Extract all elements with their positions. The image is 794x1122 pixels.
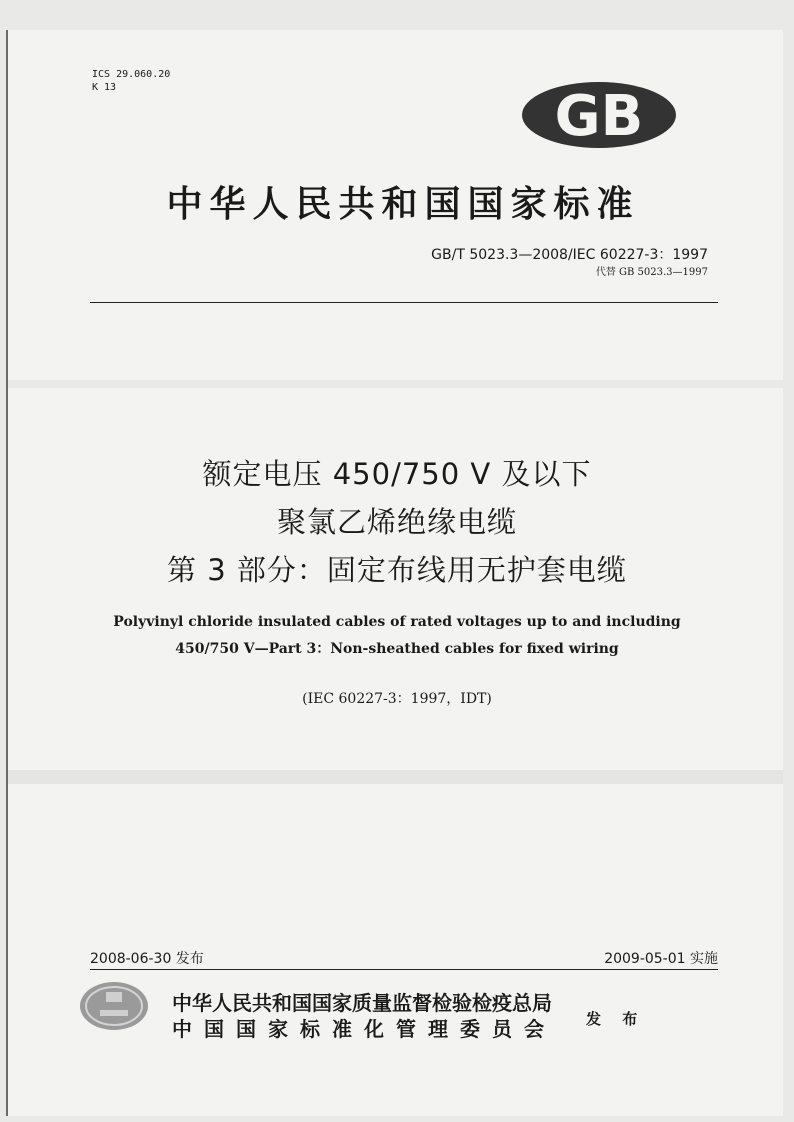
implement-date: 2009-05-01 实施 bbox=[604, 951, 718, 967]
cn-title-line2: 聚氯乙烯绝缘电缆 bbox=[276, 505, 517, 539]
issuing-authorities bbox=[172, 990, 556, 1042]
cn-title-line3: 第 3 部分：固定布线用无护套电缆 bbox=[167, 553, 627, 587]
classification-codes bbox=[92, 68, 170, 94]
publish-label: 发 布 bbox=[586, 1010, 646, 1028]
gb-logo bbox=[520, 80, 678, 150]
en-title-line2: 450/750 V—Part 3：Non-sheathed cables for fixed wiring bbox=[175, 641, 619, 657]
iec-equivalence: (IEC 60227-3：1997，IDT) bbox=[302, 691, 492, 707]
cn-title-line1: 额定电压 450/750 V 及以下 bbox=[202, 457, 592, 491]
anti-counterfeit-seal-icon bbox=[78, 980, 150, 1032]
replaces-note: 代替 GB 5023.3—1997 bbox=[595, 267, 708, 278]
national-standard-title: 中华人民共和国国家标准 bbox=[166, 183, 640, 225]
en-title-line1: Polyvinyl chloride insulated cables of rated voltages up to and including bbox=[113, 614, 681, 630]
ccs-code: K 13 bbox=[92, 82, 117, 93]
ics-code: ICS 29.060.20 bbox=[92, 69, 171, 80]
scan-artifact bbox=[8, 380, 783, 388]
header-rule bbox=[90, 302, 718, 303]
footer-rule bbox=[90, 969, 718, 970]
standard-number: GB/T 5023.3—2008/IEC 60227-3：1997 bbox=[431, 247, 708, 263]
issue-date: 2008-06-30 发布 bbox=[90, 951, 204, 967]
issuer-line1: 中华人民共和国国家质量监督检验检疫总局 bbox=[172, 991, 552, 1015]
issuer-line2: 中国国家标准化管理委员会 bbox=[172, 1017, 556, 1041]
scan-artifact bbox=[8, 770, 783, 784]
logo-text: GB bbox=[554, 84, 644, 149]
